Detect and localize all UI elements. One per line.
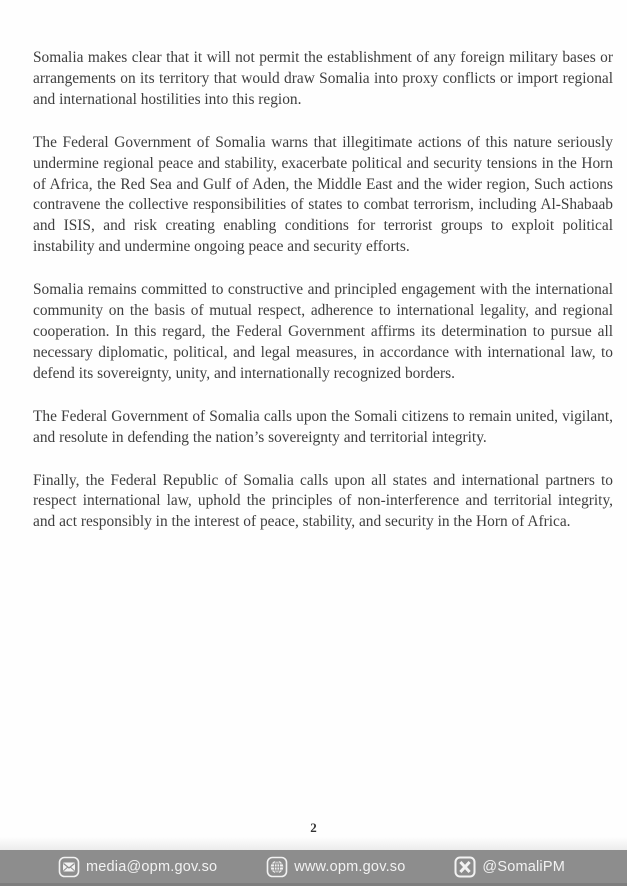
footer-social — [454, 856, 565, 878]
x-icon — [454, 856, 476, 878]
footer-website — [266, 856, 405, 878]
globe-icon — [266, 856, 288, 878]
page-number: 2 — [310, 820, 317, 835]
body-paragraph: Somalia makes clear that it will not permit the establishment of any foreign military bases or arrangements on its territory that would draw Somalia into proxy conflicts or import regional and international hostilities into this region. — [33, 49, 613, 108]
body-paragraph: The Federal Government of Somalia warns that illegitimate actions of this nature seriously undermine regional peace and stability, exacerbate political and security tensions in the Horn of Africa, the Red Sea and Gulf of Aden, the Middle East and the wider region, Such actions contravene the collective responsibilities of states to combat terrorism, including Al-Shabaab and ISIS, and risk creating enabling conditions for terrorist groups to exploit political instability and undermine ongoing peace and security efforts. — [33, 133, 613, 256]
footer-bar — [0, 850, 627, 886]
body-paragraph: Finally, the Federal Republic of Somalia calls upon all states and international partners to respect international law, uphold the principles of non-interference and territorial integrity, and act responsibly in the interest of peace, stability, and security in the Horn of Africa. — [33, 471, 613, 531]
footer-email-label: media@opm.gov.so — [86, 858, 218, 875]
body-paragraph: The Federal Government of Somalia calls upon the Somali citizens to remain united, vigilant, and resolute in defending the nation’s sovereignty and territorial integrity. — [33, 407, 613, 446]
footer-email — [58, 856, 217, 878]
footer-top-band — [0, 836, 627, 850]
footer-social-label: @SomaliPM — [482, 858, 565, 875]
footer-website-label: www.opm.gov.so — [294, 858, 406, 875]
body-paragraph: Somalia remains committed to constructive and principled engagement with the international community on the basis of mutual respect, adherence to international legality, and regional cooperation. In this regard, the Federal Government affirms its determination to pursue all necessary diplomatic, political, and legal measures, in accordance with international law, to defend its sovereignty, unity, and internationally recognized borders. — [33, 281, 613, 382]
envelope-icon — [58, 856, 80, 878]
document-body — [33, 48, 613, 555]
